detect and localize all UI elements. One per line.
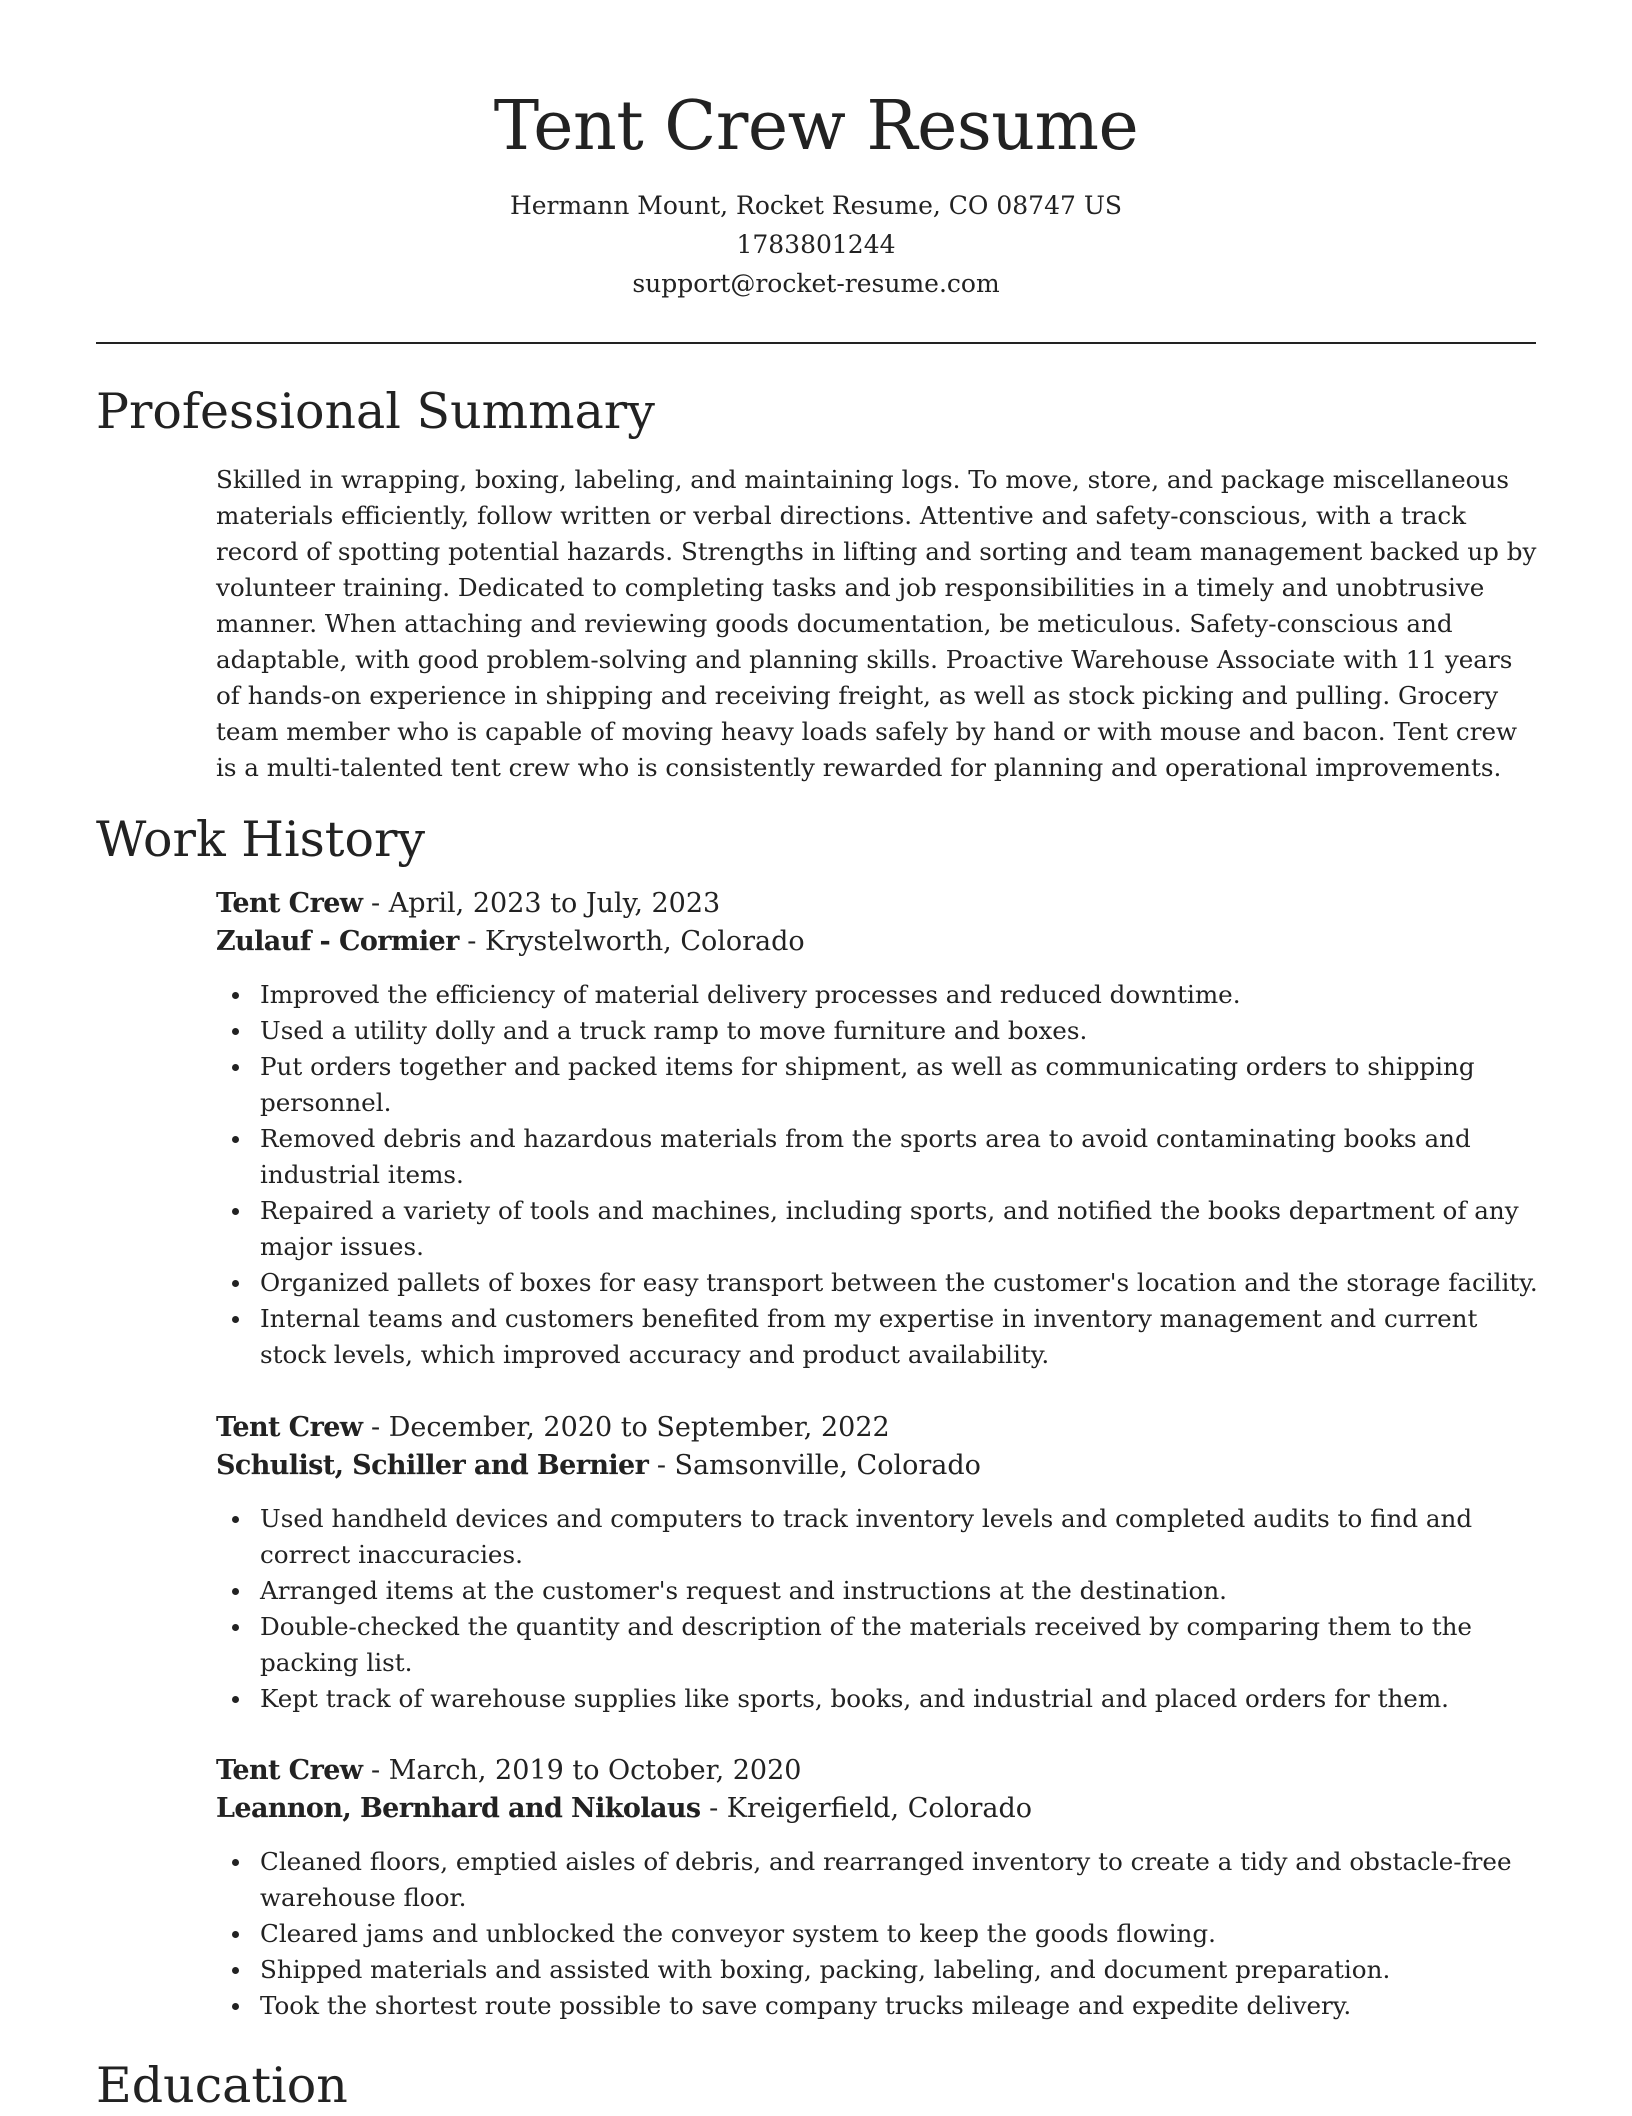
bullet-dot-icon	[232, 1516, 239, 1523]
page-title: Tent Crew Resume	[493, 87, 1139, 166]
professional-summary-heading: Professional Summary	[96, 383, 655, 440]
bullet-dot-icon	[232, 1588, 239, 1595]
job-entry	[216, 1752, 1538, 2024]
job-entry	[216, 1409, 1538, 1717]
job-separator: -	[362, 888, 389, 919]
bullet-dot-icon	[232, 1316, 239, 1323]
job-bullet-text: Double-checked the quantity and description of the materials received by comparing them to the packing list.	[260, 1612, 1472, 1677]
job-bullet-text: Cleaned floors, emptied aisles of debris, and rearranged inventory to create a tidy and obstacle-free warehouse floor.	[260, 1847, 1512, 1912]
bullet-dot-icon	[232, 992, 239, 999]
education-heading: Education	[96, 2057, 348, 2114]
job-bullet	[216, 1681, 1538, 1717]
job-bullet	[216, 1952, 1538, 1988]
header-divider	[96, 342, 1536, 344]
job-bullet-text: Kept track of warehouse supplies like sports, books, and industrial and placed orders for them.	[260, 1684, 1450, 1713]
job-bullet-text: Repaired a variety of tools and machines, including sports, and notified the books department of any major issues.	[260, 1196, 1519, 1261]
job-bullet-text: Organized pallets of boxes for easy transport between the customer's location and the storage facility.	[260, 1268, 1538, 1297]
job-location: Kreigerfield, Colorado	[726, 1793, 1033, 1824]
job-title-line	[216, 1752, 1538, 1790]
job-bullet	[216, 1988, 1538, 2024]
job-separator: -	[362, 1412, 389, 1443]
job-company: Zulauf - Cormier	[216, 926, 459, 957]
job-separator: -	[700, 1793, 727, 1824]
job-bullet-list	[216, 977, 1538, 1373]
job-bullet	[216, 1916, 1538, 1952]
job-bullet-text: Took the shortest route possible to save company trucks mileage and expedite delivery.	[260, 1991, 1352, 2020]
job-bullet	[216, 977, 1538, 1013]
job-entry	[216, 885, 1538, 1373]
bullet-dot-icon	[232, 1136, 239, 1143]
job-bullet	[216, 1844, 1538, 1916]
bullet-dot-icon	[232, 1064, 239, 1071]
contact-email: support@rocket-resume.com	[632, 269, 1000, 298]
job-location: Krystelworth, Colorado	[485, 926, 805, 957]
job-bullet-text: Used a utility dolly and a truck ramp to move furniture and boxes.	[260, 1016, 1088, 1045]
bullet-dot-icon	[232, 1208, 239, 1215]
job-bullet	[216, 1265, 1538, 1301]
job-title: Tent Crew	[216, 1412, 363, 1443]
job-bullet-text: Cleared jams and unblocked the conveyor system to keep the goods flowing.	[260, 1919, 1216, 1948]
contact-address: Hermann Mount, Rocket Resume, CO 08747 US	[509, 191, 1123, 220]
job-bullet-list	[216, 1501, 1538, 1717]
job-company: Schulist, Schiller and Bernier	[216, 1450, 649, 1481]
bullet-dot-icon	[232, 2003, 239, 2010]
job-bullet	[216, 1049, 1538, 1121]
job-dates: March, 2019 to October, 2020	[388, 1755, 802, 1786]
bullet-dot-icon	[232, 1280, 239, 1287]
job-title: Tent Crew	[216, 888, 363, 919]
job-dates: April, 2023 to July, 2023	[388, 888, 721, 919]
job-separator: -	[362, 1755, 389, 1786]
job-title: Tent Crew	[216, 1755, 363, 1786]
job-bullet-list	[216, 1844, 1538, 2024]
job-company-line	[216, 1790, 1538, 1828]
bullet-dot-icon	[232, 1967, 239, 1974]
contact-phone: 1783801244	[736, 230, 896, 259]
job-company-line	[216, 923, 1538, 961]
job-bullet-text: Removed debris and hazardous materials from the sports area to avoid contaminating books and industrial items.	[260, 1124, 1471, 1189]
job-bullet	[216, 1609, 1538, 1681]
bullet-dot-icon	[232, 1859, 239, 1866]
bullet-dot-icon	[232, 1028, 239, 1035]
job-bullet-text: Arranged items at the customer's request and instructions at the destination.	[260, 1576, 1227, 1605]
job-bullet-text: Shipped materials and assisted with boxing, packing, labeling, and document preparation.	[260, 1955, 1391, 1984]
job-company: Leannon, Bernhard and Nikolaus	[216, 1793, 701, 1824]
job-bullet	[216, 1193, 1538, 1265]
job-bullet-text: Internal teams and customers benefited from my expertise in inventory management and current stock levels, which improved accuracy and product availability.	[260, 1304, 1478, 1369]
job-title-line	[216, 1409, 1538, 1447]
job-bullet-text: Used handheld devices and computers to track inventory levels and completed audits to find and correct inaccuracies.	[260, 1504, 1473, 1569]
job-bullet	[216, 1121, 1538, 1193]
job-title-line	[216, 885, 1538, 923]
job-bullet	[216, 1301, 1538, 1373]
work-history-heading: Work History	[96, 811, 426, 868]
job-location: Samsonville, Colorado	[674, 1450, 981, 1481]
job-company-line	[216, 1447, 1538, 1485]
bullet-dot-icon	[232, 1624, 239, 1631]
job-bullet	[216, 1501, 1538, 1573]
bullet-dot-icon	[232, 1931, 239, 1938]
job-separator: -	[458, 926, 485, 957]
job-bullet	[216, 1013, 1538, 1049]
job-bullet-text: Improved the efficiency of material delivery processes and reduced downtime.	[260, 980, 1241, 1009]
job-separator: -	[648, 1450, 675, 1481]
professional-summary-text: Skilled in wrapping, boxing, labeling, and maintaining logs. To move, store, and package miscellaneous materials efficiently, follow written or verbal directions. Attentive and safety-conscious, with a track record of spotting potential hazards. Strengths in lifting and sorting and team management backed up by volunteer training. Dedicated to completing tasks and job responsibilities in a timely and unobtrusive manner. When attaching and reviewing goods documentation, be meticulous. Safety-conscious and adaptable, with good problem-solving and planning skills. Proactive Warehouse Associate with 11 years of hands-on experience in shipping and receiving freight, as well as stock picking and pulling. Grocery team member who is capable of moving heavy loads safely by hand or with mouse and bacon. Tent crew is a multi-talented tent crew who is consistently rewarded for planning and operational improvements.	[216, 465, 1537, 782]
job-bullet-text: Put orders together and packed items for shipment, as well as communicating orders to shipping personnel.	[260, 1052, 1475, 1117]
resume-header	[0, 82, 1632, 303]
bullet-dot-icon	[232, 1696, 239, 1703]
job-bullet	[216, 1573, 1538, 1609]
job-dates: December, 2020 to September, 2022	[388, 1412, 890, 1443]
